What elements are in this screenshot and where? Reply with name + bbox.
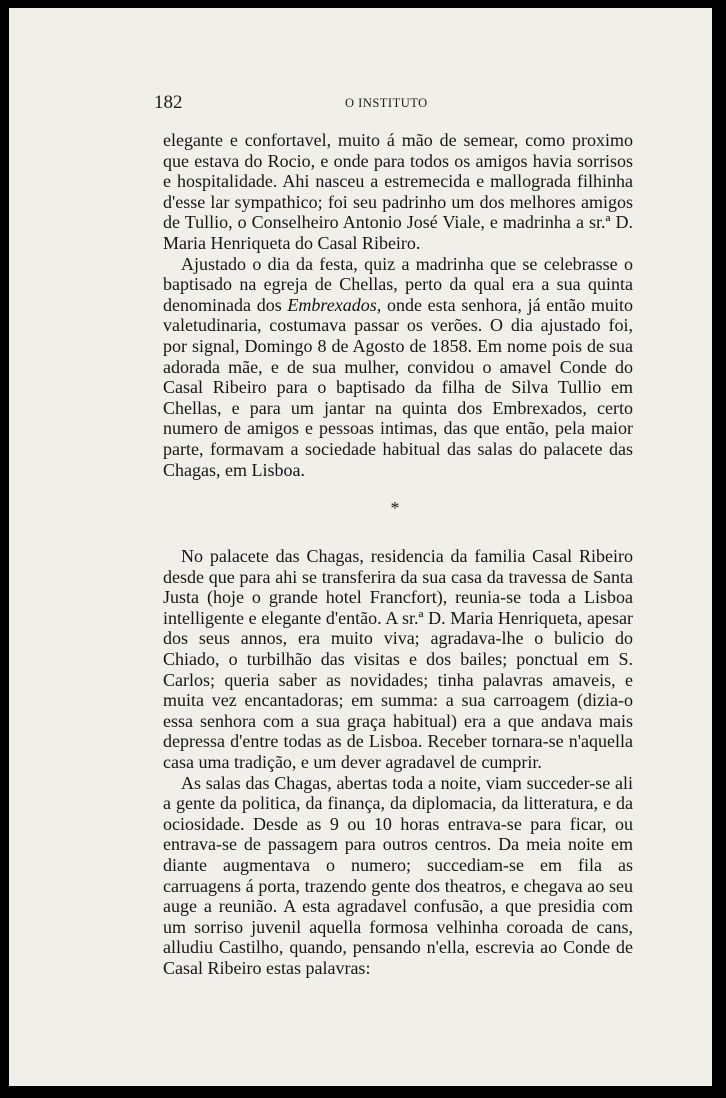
page-header xyxy=(9,92,712,116)
running-title: O INSTITUTO xyxy=(345,96,428,110)
paragraph-salas: As salas das Chagas, abertas toda a noite, viam succeder-se ali a gente da politica, da finança, da diplomacia, da litteratura, e da ociosidade. Desde as 9 ou 10 horas entrava-se para ficar, ou entrava-se de passagem para outros centros. Da meia noite em diante augmentava o numero; succediam-se em fila as carruagens á porta, trazendo gente dos theatros, e chegava ao seu auge a reunião. A esta agradavel confusão, a que presidia com um sorriso juvenil aquella formosa velhinha coroada de cans, alludiu Castilho, quando, pensando n'ella, escrevia ao Conde de Casal Ribeiro estas palavras: xyxy=(163,772,633,978)
italic-place-name: Embrexados, xyxy=(287,294,382,315)
book-page xyxy=(9,8,712,1086)
paragraph-baptism xyxy=(163,254,633,481)
paragraph-palacete: No palacete das Chagas, residencia da familia Casal Ribeiro desde que para ahi se transferira da sua casa da travessa de Santa Justa (hoje o grande hotel Francfort), reunia-se toda a Lisboa intelligente e elegante d'então. A sr.ª D. Maria Henriqueta, apesar dos seus annos, era muito viva; agradava-lhe o bulicio do Chiado, o turbilhão das visitas e dos bailes; ponctual em S. Carlos; queria saber as novidades; tinha palavras amaveis, e muita vez encantadoras; em summa: a sua carroagem (dizia-o essa senhora com a sua graça habitual) era a que andava mais depressa d'entre todas as de Lisboa. Receber tornara-se n'aquella casa uma tradição, e um dever agradavel de cumprir. xyxy=(163,546,633,772)
paragraph-continuation: elegante e confortavel, muito á mão de semear, como proximo que estava do Rocio, e onde para todos os amigos havia sorrisos e hospitalidade. Ahi nasceu a estremecida e mallograda filhinha d'esse lar sympathico; foi seu padrinho um dos melhores amigos de Tullio, o Conselheiro Antonio José Viale, e madrinha a sr.ª D. Maria Henriqueta do Casal Ribeiro. xyxy=(163,130,633,253)
text-block-section-1 xyxy=(163,130,633,480)
section-separator: * xyxy=(390,498,400,518)
text-block-section-2 xyxy=(163,546,633,978)
paragraph-baptism-text-b: onde esta senhora, já então muito valetudinaria, costumava passar os verões. O dia ajustado foi, por signal, Domingo 8 de Agosto de 1858. Em nome pois de sua adorada mãe, e de sua mulher, convidou o amavel Conde do Casal Ribeiro para o baptisado da filha de Silva Tullio em Chellas, e para um jantar na quinta dos Embrexados, certo numero de amigos e pessoas intimas, das que então, pela maior parte, formavam a sociedade habitual das salas do palacete das Chagas, em Lisboa. xyxy=(163,294,633,480)
paragraph-baptism-text-a: Ajustado o dia da festa, quiz a madrinha que se celebrasse o baptisado na egreja de Chellas, perto da qual era a sua quinta denominada dos xyxy=(163,253,633,315)
page-number: 182 xyxy=(154,92,183,113)
